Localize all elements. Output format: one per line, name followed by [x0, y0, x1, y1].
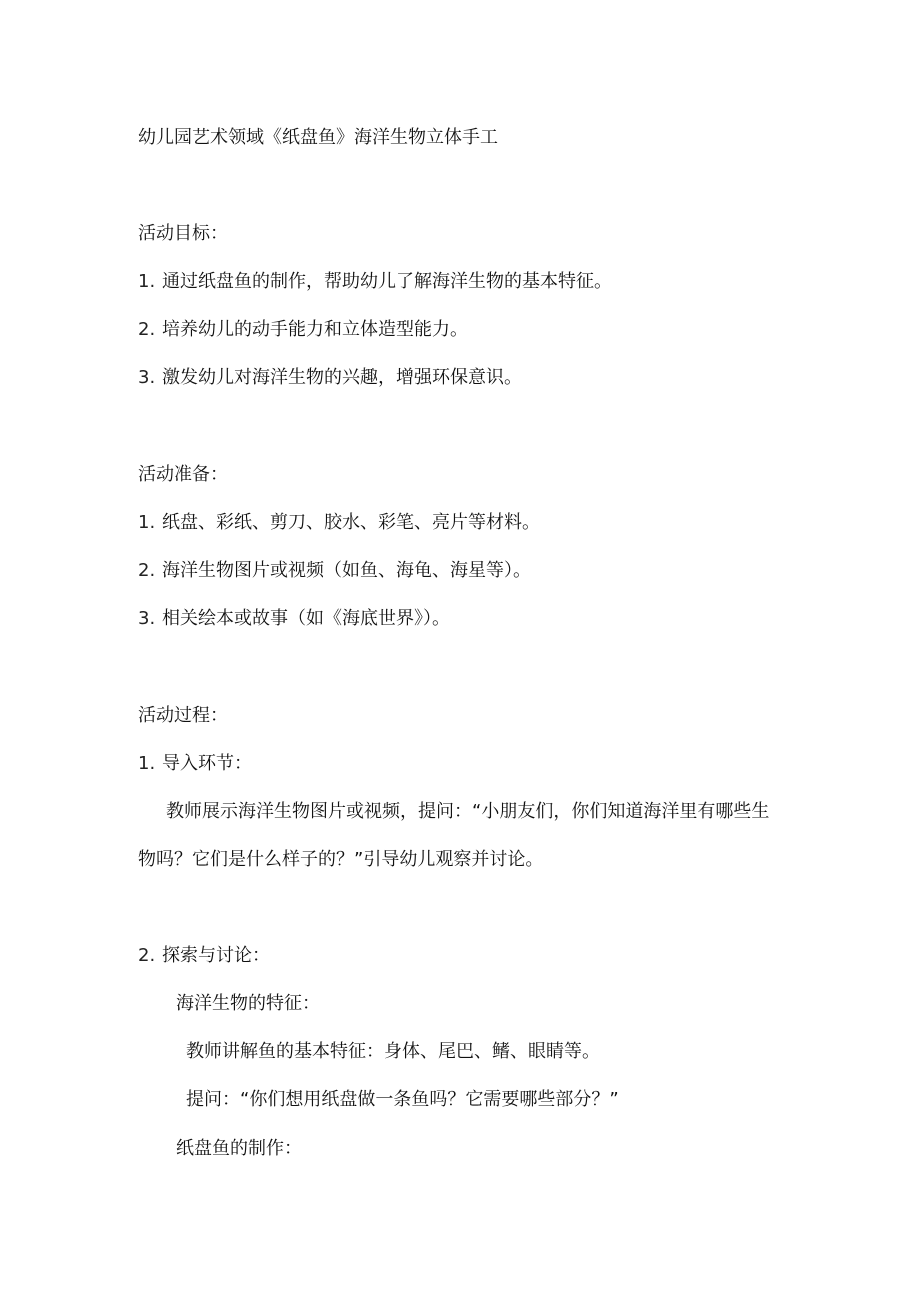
prep-item — [138, 607, 450, 631]
prep-item — [138, 511, 540, 535]
list-number: 2. — [138, 560, 156, 581]
list-number: 2. — [138, 319, 156, 340]
step2-subheading-making: 纸盘鱼的制作： — [176, 1138, 302, 1159]
process-step-1 — [138, 752, 252, 776]
process-step-2 — [138, 944, 270, 968]
prep-heading: 活动准备： — [138, 464, 228, 485]
step-label: 导入环节： — [162, 753, 252, 774]
step-label: 探索与讨论： — [162, 945, 270, 966]
list-number: 1. — [138, 271, 156, 292]
list-item-text: 纸盘、彩纸、剪刀、胶水、彩笔、亮片等材料。 — [162, 512, 540, 533]
goal-item — [138, 270, 612, 294]
list-number: 1. — [138, 753, 156, 774]
list-item-text: 激发幼儿对海洋生物的兴趣，增强环保意识。 — [162, 367, 522, 388]
process-heading: 活动过程： — [138, 705, 228, 726]
goal-item — [138, 318, 468, 342]
list-number: 3. — [138, 608, 156, 629]
list-item-text: 培养幼儿的动手能力和立体造型能力。 — [162, 319, 468, 340]
goals-heading: 活动目标： — [138, 223, 228, 244]
prep-item — [138, 559, 531, 583]
list-number: 1. — [138, 512, 156, 533]
list-number: 2. — [138, 945, 156, 966]
step2-question-item: 提问：“你们想用纸盘做一条鱼吗？它需要哪些部分？” — [186, 1089, 619, 1110]
step2-feature-item: 教师讲解鱼的基本特征：身体、尾巴、鳍、眼睛等。 — [186, 1041, 600, 1062]
document-title: 幼儿园艺术领域《纸盘鱼》海洋生物立体手工 — [138, 127, 498, 148]
list-item-text: 海洋生物图片或视频（如鱼、海龟、海星等）。 — [162, 560, 531, 581]
list-item-text: 相关绘本或故事（如《海底世界》）。 — [162, 608, 450, 629]
goal-item — [138, 366, 522, 390]
step1-paragraph-line1: 教师展示海洋生物图片或视频，提问：“小朋友们，你们知道海洋里有哪些生 — [166, 801, 770, 822]
list-item-text: 通过纸盘鱼的制作，帮助幼儿了解海洋生物的基本特征。 — [162, 271, 612, 292]
list-number: 3. — [138, 367, 156, 388]
step1-paragraph-line2: 物吗？它们是什么样子的？”引导幼儿观察并讨论。 — [138, 849, 544, 870]
step2-subheading-features: 海洋生物的特征： — [176, 993, 320, 1014]
